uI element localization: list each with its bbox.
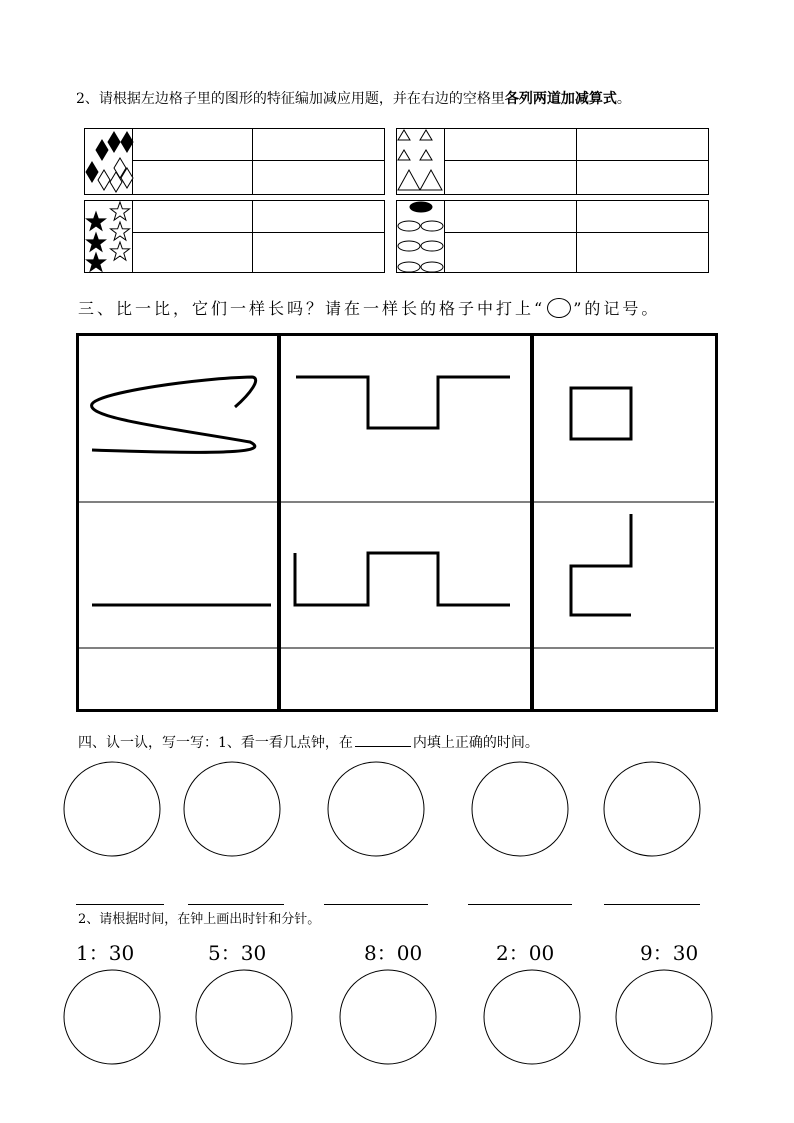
oval-shapes — [398, 202, 443, 272]
time-label-5: 9：30 — [640, 941, 699, 965]
question-2-clock-instruction: 2、请根据时间，在钟上画出时针和分针。 — [78, 912, 321, 927]
section-4-instruction: 四、认一认，写一写：1、看一看几点钟，在 内填上正确的时间。 — [78, 735, 539, 751]
circle-mark-icon — [547, 298, 571, 318]
clock-row-1 — [64, 762, 700, 856]
time-label-4: 2：00 — [496, 941, 555, 965]
time-label-2: 5：30 — [208, 941, 267, 965]
time-label-1: 1：30 — [76, 941, 135, 965]
section-3-instruction: 三、比一比，它们一样长吗？请在一样长的格子中打上“ ”的记号。 — [78, 299, 661, 318]
notched-line-bottom — [295, 553, 510, 605]
clock-row-2 — [64, 970, 712, 1064]
grid-ovals — [397, 201, 709, 273]
question-2-instruction: 2、请根据左边格子里的图形的特征编加减应用题，并在右边的空格里各列两道加减算式。 — [76, 91, 631, 107]
notched-line-top — [296, 377, 510, 428]
square-shape — [571, 388, 631, 439]
answer-blank — [355, 734, 411, 747]
curved-line — [92, 377, 256, 452]
star-shapes — [87, 202, 130, 271]
grid-stars — [85, 201, 385, 273]
triangle-shapes — [398, 130, 442, 190]
diamond-shapes — [86, 132, 133, 192]
grid-triangles — [397, 129, 709, 195]
comparison-table — [77, 334, 717, 711]
time-label-3: 8：00 — [364, 941, 423, 965]
l-shape — [571, 514, 631, 615]
